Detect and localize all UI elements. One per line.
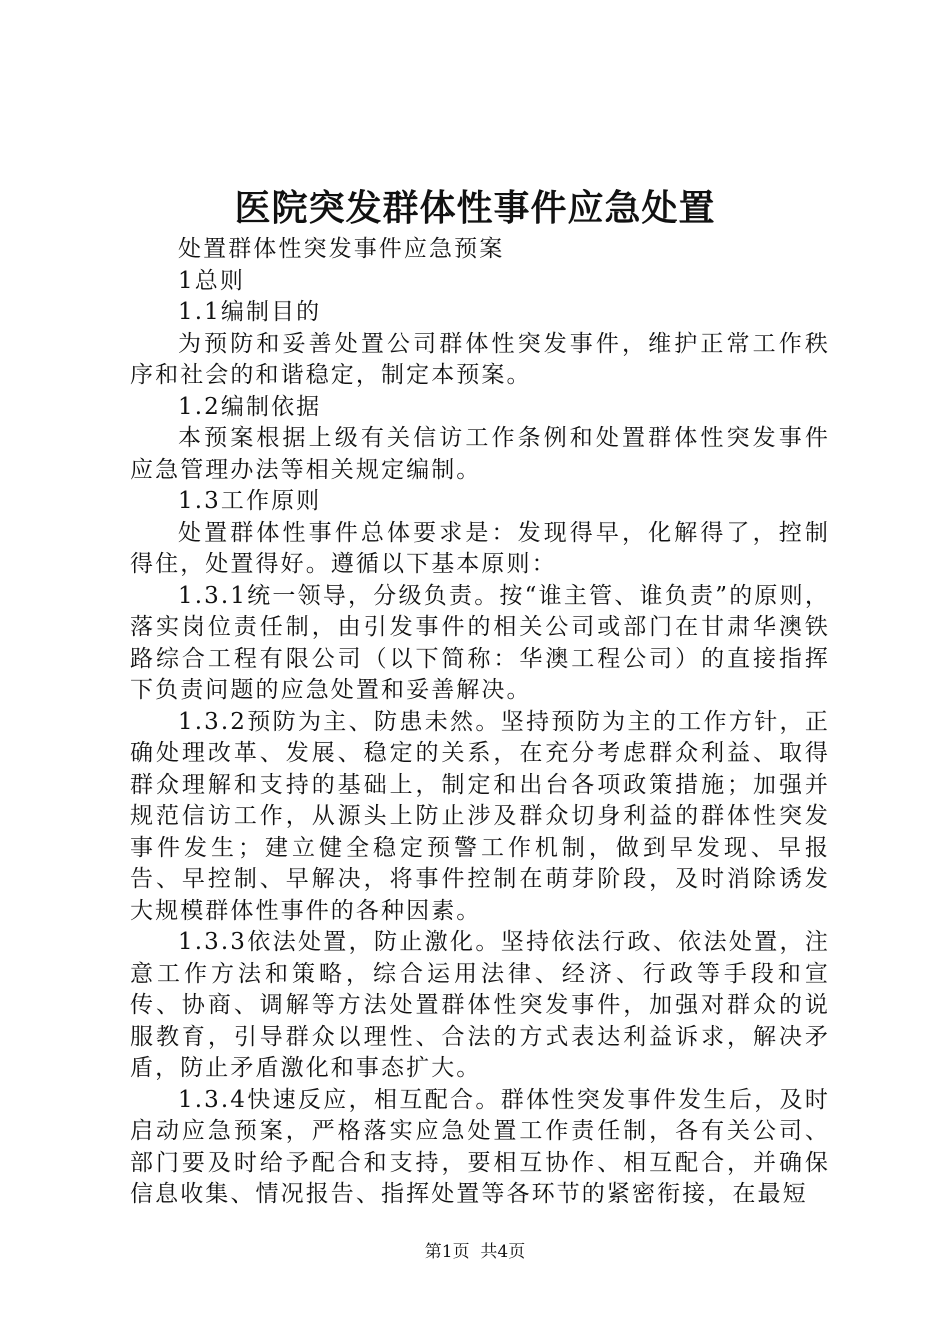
paragraph-principle-2: 1.3.2预防为主、防患未然。坚持预防为主的工作方针，正确处理改革、发展、稳定的关系，在充分考虑群众利益、取得群众理解和支持的基础上，制定和出台各项政策措施；加强并规范信访工作，从源头上防止涉及群众切身利益的群体性突发事件发生；建立健全稳定预警工作机制，做到早发现、早报告、早控制、早解决，将事件控制在萌芽阶段，及时消除诱发大规模群体性事件的各种因素。 xyxy=(130,708,830,924)
document-body xyxy=(130,234,830,1211)
page-footer: 第1页 共4页 xyxy=(424,1242,526,1262)
document-title: 医院突发群体性事件应急处置 xyxy=(234,187,716,229)
paragraph-basis: 本预案根据上级有关信访工作条例和处置群体性突发事件应急管理办法等相关规定编制。 xyxy=(130,425,830,483)
paragraph-principle-1: 1.3.1统一领导，分级负责。按“谁主管、谁负责”的原则，落实岗位责任制，由引发事件的相关公司或部门在甘肃华澳铁路综合工程有限公司（以下简称：华澳工程公司）的直接指挥下负责问题的应急处置和妥善解决。 xyxy=(130,582,830,703)
section-heading-basis: 1.2编制依据 xyxy=(178,393,322,420)
section-heading-principles: 1.3工作原则 xyxy=(178,488,322,514)
paragraph-principles-intro: 处置群体性事件总体要求是：发现得早，化解得了，控制得住，处置得好。遵循以下基本原则： xyxy=(130,519,830,577)
section-heading-purpose: 1.1编制目的 xyxy=(178,299,322,325)
paragraph-purpose: 为预防和妥善处置公司群体性突发事件，维护正常工作秩序和社会的和谐稳定，制定本预案。 xyxy=(130,330,830,388)
paragraph-plan-heading: 处置群体性突发事件应急预案 xyxy=(178,236,505,262)
section-heading-general: 1总则 xyxy=(178,267,245,294)
paragraph-principle-4: 1.3.4快速反应，相互配合。群体性突发事件发生后，及时启动应急预案，严格落实应急处置工作责任制，各有关公司、部门要及时给予配合和支持，要相互协作、相互配合，并确保信息收集、情况报告、指挥处置等各环节的紧密衔接，在最短 xyxy=(130,1086,830,1207)
paragraph-principle-3: 1.3.3依法处置，防止激化。坚持依法行政、依法处置，注意工作方法和策略，综合运用法律、经济、行政等手段和宣传、协商、调解等方法处置群体性突发事件，加强对群众的说服教育，引导群众以理性、合法的方式表达利益诉求，解决矛盾，防止矛盾激化和事态扩大。 xyxy=(130,929,830,1081)
